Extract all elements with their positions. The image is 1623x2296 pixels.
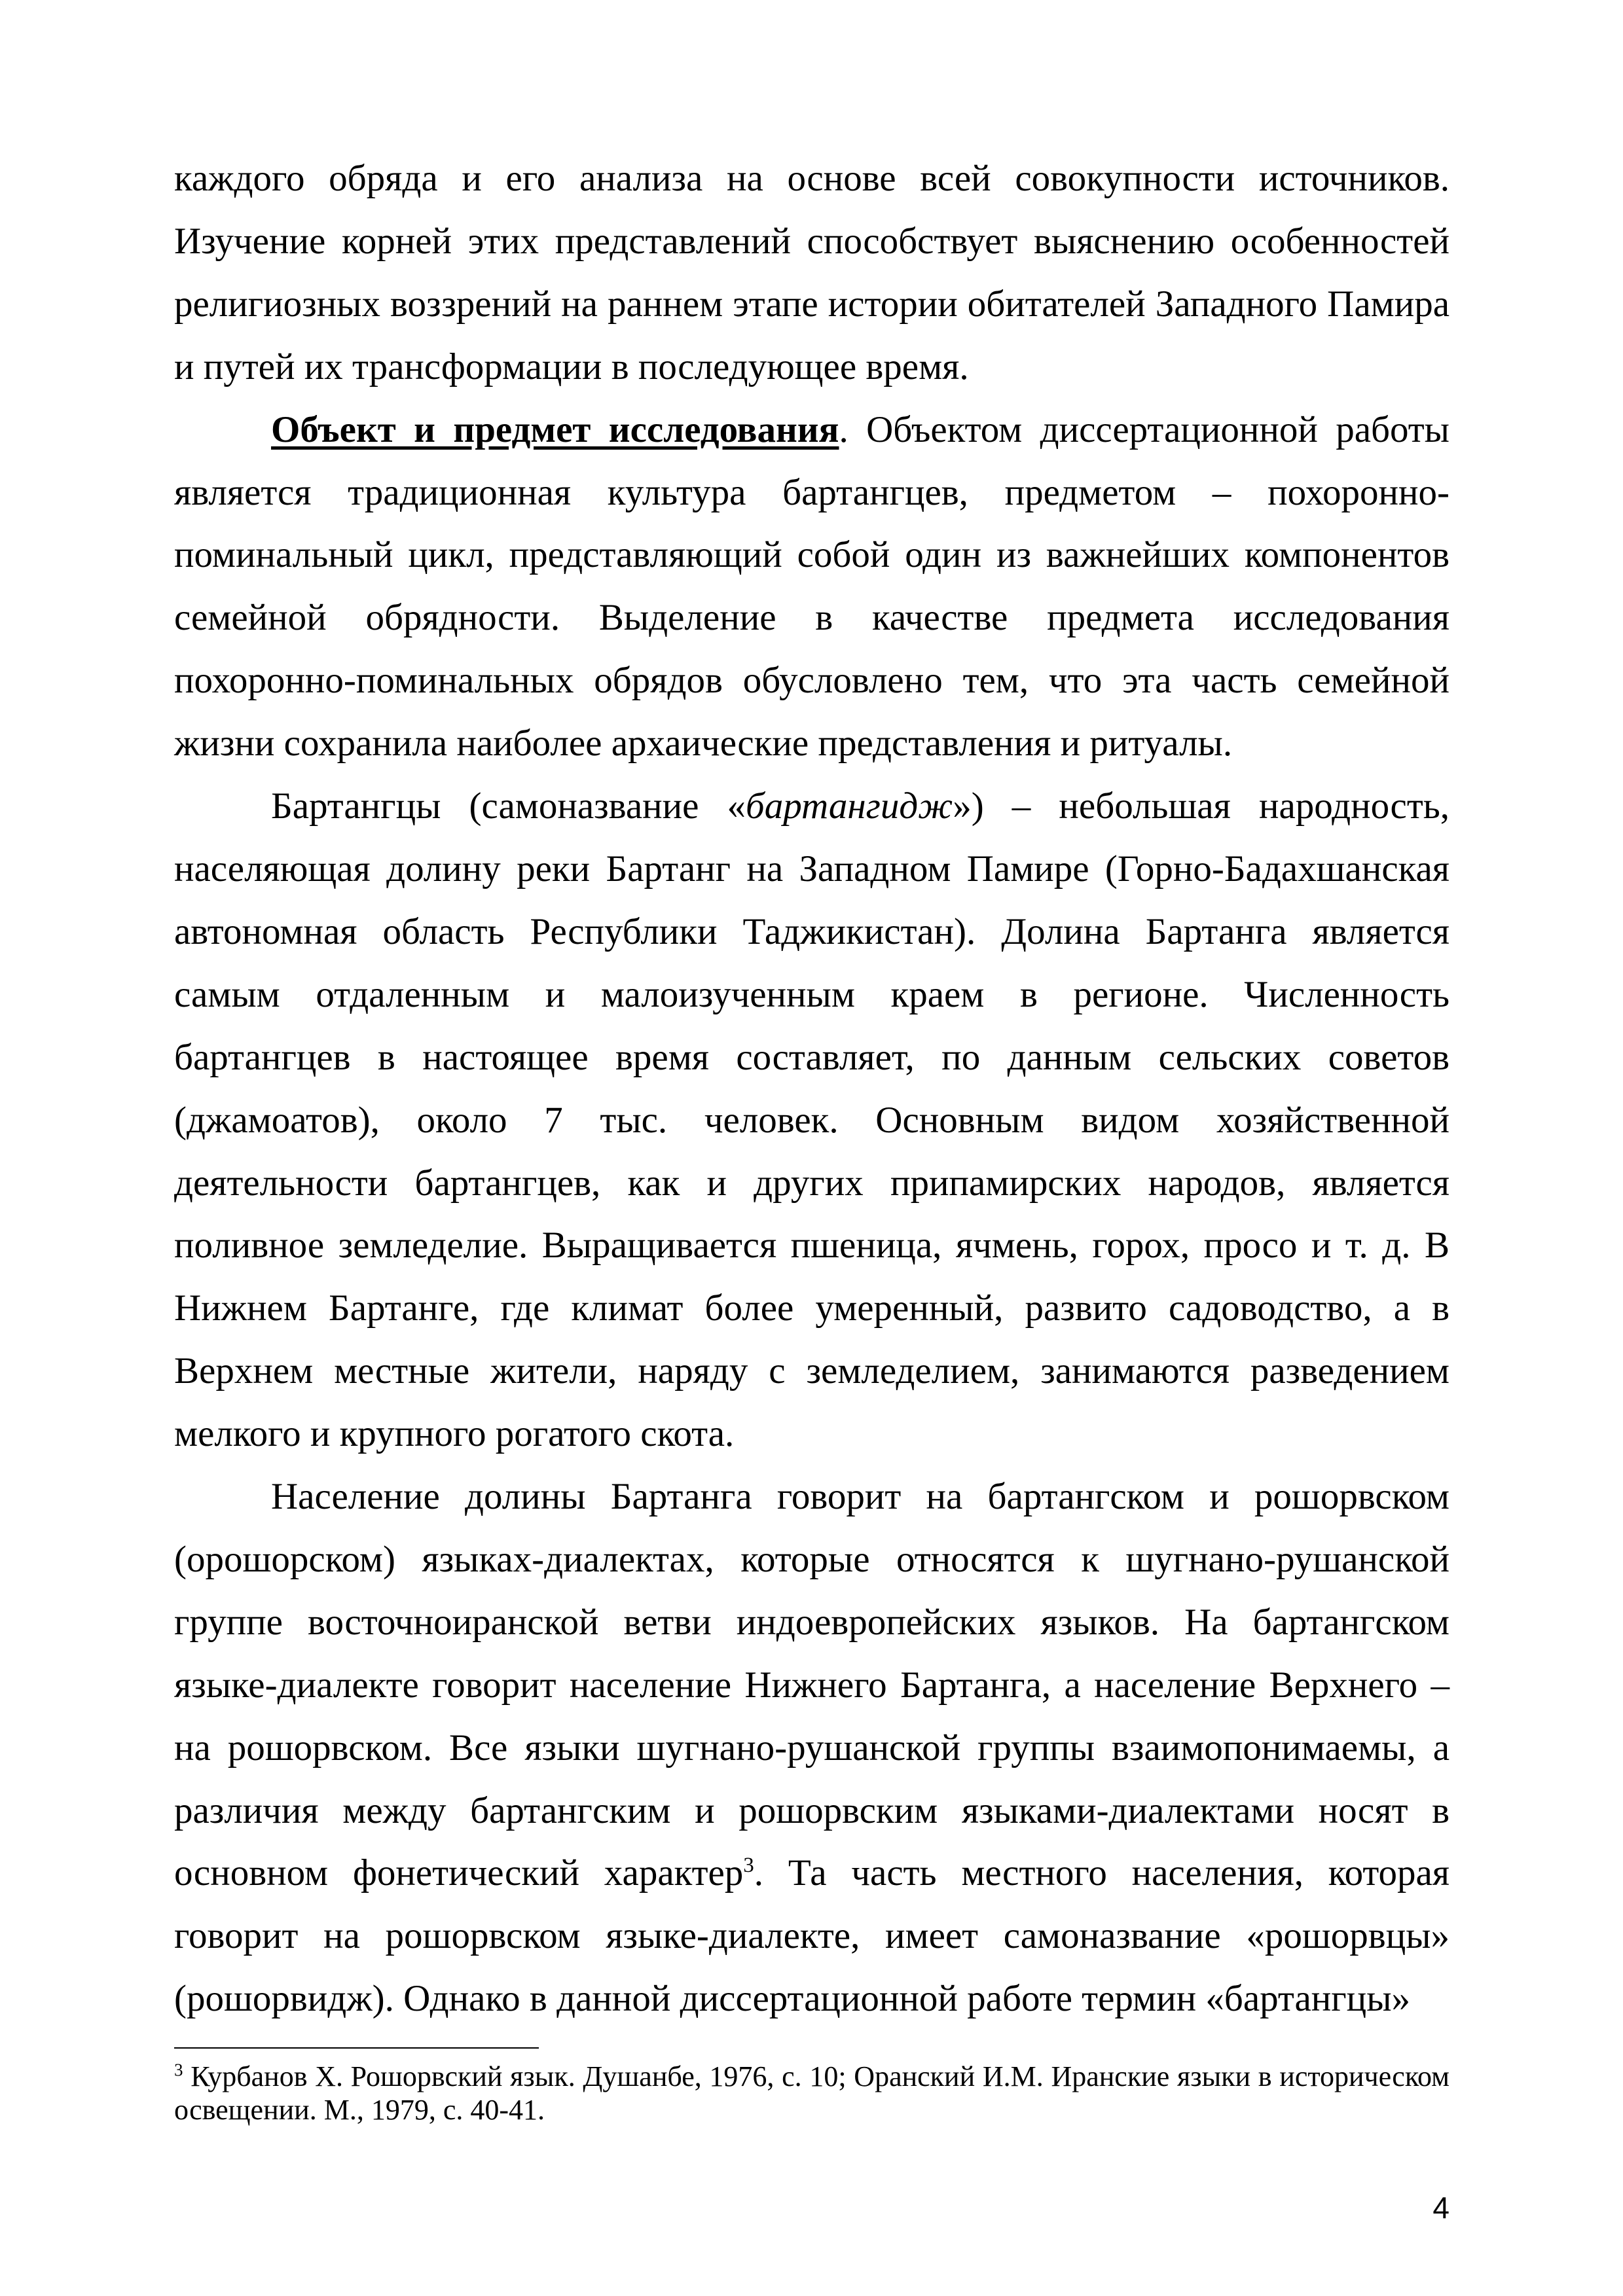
paragraph-4-text-before: Население долины Бартанга говорит на бартангском и рошорвском (орошорском) языках-диалектах, которые относятся к шугнано-рушанской группе восточноиранской ветви индоевропейских языков. На бартангском языке-диалекте говорит население Нижнего Бартанга, а население Верхнего – на рошорвском. Все языки шугнано-рушанской группы взаимопонимаемы, а различия между бартангским и рошорвским языками-диалектами носят в основном фонетический характер [174,1476,1450,1894]
main-text [174,147,1450,2030]
paragraph-4-text-after: . Та часть местного населения, которая говорит на рошорвском языке-диалекте, имеет самоназвание «рошорвцы» (рошорвидж). Однако в данной диссертационной работе термин «бартангцы» [174,1852,1450,2020]
footnote-separator [174,2047,539,2049]
paragraph-3-text-before: Бартангцы (самоназвание « [271,785,746,827]
paragraph-1 [174,147,1450,399]
footnote-text: Курбанов Х. Рошорвский язык. Душанбе, 1976, с. 10; Оранский И.М. Иранские языки в историческом освещении. М., 1979, с. 40-41. [174,2060,1450,2126]
paragraph-2 [174,399,1450,775]
self-name-term: бартангидж [746,785,953,827]
paragraph-4 [174,1465,1450,2030]
section-heading: Объект и предмет исследования [271,408,839,450]
footnote-reference: 3 [743,1854,754,1878]
page-number: 4 [1432,2191,1450,2225]
footnote-mark: 3 [174,2060,183,2080]
paragraph-1-text: каждого обряда и его анализа на основе всей совокупности источников. Изучение корней этих представлений способствует выяснению особенностей религиозных воззрений на раннем этапе истории обитателей Западного Памира и путей их трансформации в последующее время. [174,158,1450,387]
paragraph-2-text: . Объектом диссертационной работы является традиционная культура бартангцев, предметом – похоронно-поминальный цикл, представляющий собой один из важнейших компонентов семейной обрядности. Выделение в качестве предмета исследования похоронно-поминальных обрядов обусловлено тем, что эта часть семейной жизни сохранила наиболее архаические представления и ритуалы. [174,408,1450,764]
paragraph-3-text-after: ») – небольшая народность, населяющая долину реки Бартанг на Западном Памире (Горно-Бадахшанская автономная область Республики Таджикистан). Долина Бартанга является самым отдаленным и малоизученным краем в регионе. Численность бартангцев в настоящее время составляет, по данным сельских советов (джамоатов), около 7 тыс. человек. Основным видом хозяйственной деятельности бартангцев, как и других припамирских народов, является поливное земледелие. Выращивается пшеница, ячмень, горох, просо и т. д. В Нижнем Бартанге, где климат более умеренный, развито садоводство, а в Верхнем местные жители, наряду с земледелием, занимаются разведением мелкого и крупного рогатого скота. [174,785,1450,1455]
footnote [174,2060,1450,2126]
paragraph-3 [174,775,1450,1465]
